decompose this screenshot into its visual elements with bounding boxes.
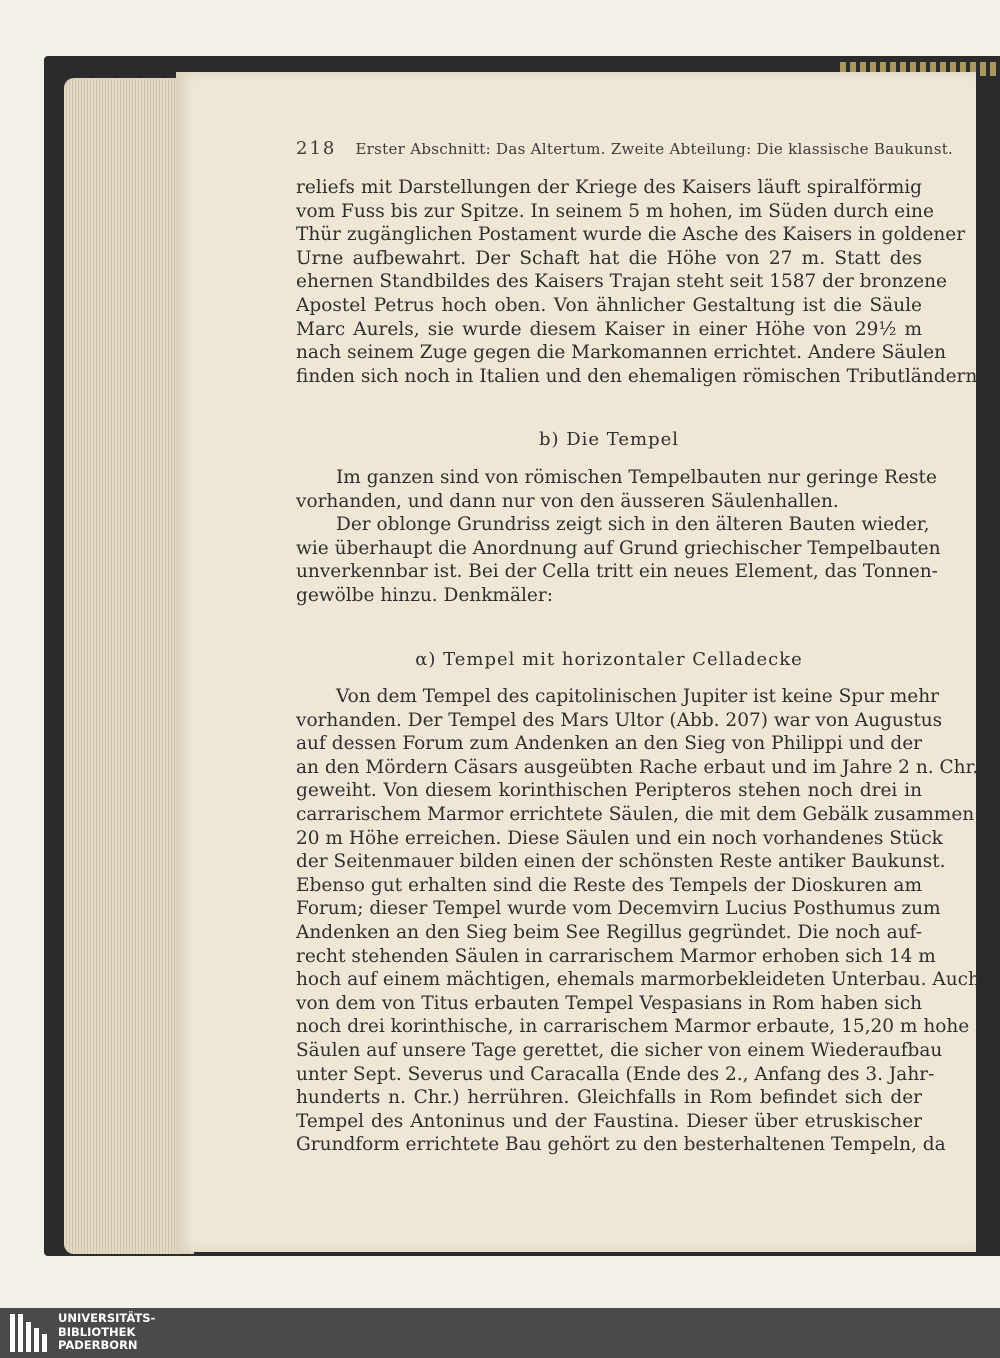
text-line: gewölbe hinzu. Denkmäler: xyxy=(296,584,553,606)
library-name-line: PADERBORN xyxy=(58,1338,138,1352)
text-block xyxy=(296,176,984,1157)
text-line: recht stehenden Säulen in carrarischem Marmor erhoben sich 14 m xyxy=(296,945,936,967)
text-line: unverkennbar ist. Bei der Cella tritt ein neues Element, das Tonnen- xyxy=(296,561,938,583)
text-line: geweiht. Von diesem korinthischen Peripteros stehen noch drei in xyxy=(296,780,922,802)
text-line: unter Sept. Severus und Caracalla (Ende des 2., Anfang des 3. Jahr- xyxy=(296,1063,935,1085)
running-head-title: Erster Abschnitt: Das Altertum. Zweite Abteilung: Die klassische Baukunst. xyxy=(355,140,954,158)
text-line: Grundform errichtete Bau gehört zu den besterhaltenen Tempeln, da xyxy=(296,1134,946,1156)
text-line: ehernen Standbildes des Kaisers Trajan steht seit 1587 der bronzene xyxy=(296,271,947,293)
library-logo-icon xyxy=(10,1314,48,1352)
text-line: Säulen auf unsere Tage gerettet, die sicher von einem Wiederaufbau xyxy=(296,1040,943,1061)
text-line: vorhanden, und dann nur von den äusseren Säulenhallen. xyxy=(296,490,839,512)
text-line: Der oblonge Grundriss zeigt sich in den älteren Bauten wieder, xyxy=(336,514,930,536)
library-name-line: BIBLIOTHEK xyxy=(58,1324,136,1339)
text-line: Thür zugänglichen Postament wurde die Asche des Kaisers in goldener xyxy=(296,224,966,246)
text-line: hoch auf einem mächtigen, ehemals marmorbekleideten Unterbau. Auch xyxy=(296,969,980,991)
text-line: vorhanden. Der Tempel des Mars Ultor (Abb. 207) war von Augustus xyxy=(296,709,943,731)
text-line: Marc Aurels, sie wurde diesem Kaiser in einer Höhe von 29½ m xyxy=(296,318,922,340)
text-line: Von dem Tempel des capitolinischen Jupiter ist keine Spur mehr xyxy=(336,686,940,708)
paragraph xyxy=(296,176,984,388)
footer-bar xyxy=(0,1308,1000,1358)
text-line: wie überhaupt die Anordnung auf Grund griechischer Tempelbauten xyxy=(296,537,941,559)
text-line: Apostel Petrus hoch oben. Von ähnlicher Gestaltung ist die Säule xyxy=(296,294,922,316)
text-line: Tempel des Antoninus und der Faustina. Dieser über etruskischer xyxy=(296,1110,922,1132)
text-line: hunderts n. Chr.) herrühren. Gleichfalls in Rom befindet sich der xyxy=(296,1087,922,1109)
text-line: Forum; dieser Tempel wurde vom Decemvirn Lucius Posthumus zum xyxy=(296,898,941,920)
text-line: vom Fuss bis zur Spitze. In seinem 5 m hohen, im Süden durch eine xyxy=(296,200,934,222)
text-line: 20 m Höhe erreichen. Diese Säulen und ein noch vorhandenes Stück xyxy=(296,827,943,849)
text-line: der Seitenmauer bilden einen der schönsten Reste antiker Baukunst. xyxy=(296,851,946,873)
text-line: Andenken an den Sieg beim See Regillus gegründet. Die noch auf- xyxy=(296,922,922,944)
text-line: carrarischem Marmor errichtete Säulen, die mit dem Gebälk zusammen xyxy=(296,804,975,826)
text-line: von dem von Titus erbauten Tempel Vespasians in Rom haben sich xyxy=(296,992,922,1014)
running-head xyxy=(296,138,954,159)
text-line: Urne aufbewahrt. Der Schaft hat die Höhe von 27 m. Statt des xyxy=(296,247,922,269)
text-line: an den Mördern Cäsars ausgeübten Rache erbaut und im Jahre 2 n. Chr. xyxy=(296,756,979,778)
library-name-line: UNIVERSITÄTS- xyxy=(58,1311,156,1325)
text-line: auf dessen Forum zum Andenken an den Sieg von Philippi und der xyxy=(296,733,922,755)
page-edges xyxy=(64,78,194,1254)
text-line: nach seinem Zuge gegen die Markomannen errichtet. Andere Säulen xyxy=(296,342,947,364)
subsection-heading: α) Tempel mit horizontaler Celladecke xyxy=(415,648,803,670)
text-line: Im ganzen sind von römischen Tempelbauten nur geringe Reste xyxy=(336,466,937,488)
paragraph xyxy=(296,466,937,513)
paragraph xyxy=(296,685,980,1157)
text-line: finden sich noch in Italien und den ehemaligen römischen Tributländern. xyxy=(296,365,984,387)
page-number: 218 xyxy=(296,138,337,159)
text-line: reliefs mit Darstellungen der Kriege des Kaisers läuft spiralförmig xyxy=(296,177,922,198)
library-name xyxy=(58,1312,155,1353)
section-heading: b) Die Tempel xyxy=(538,429,680,451)
paragraph xyxy=(296,513,941,607)
text-line: noch drei korinthische, in carrarischem Marmor erbaute, 15,20 m hohe xyxy=(296,1016,970,1038)
text-line: Ebenso gut erhalten sind die Reste des Tempels der Dioskuren am xyxy=(296,874,922,896)
